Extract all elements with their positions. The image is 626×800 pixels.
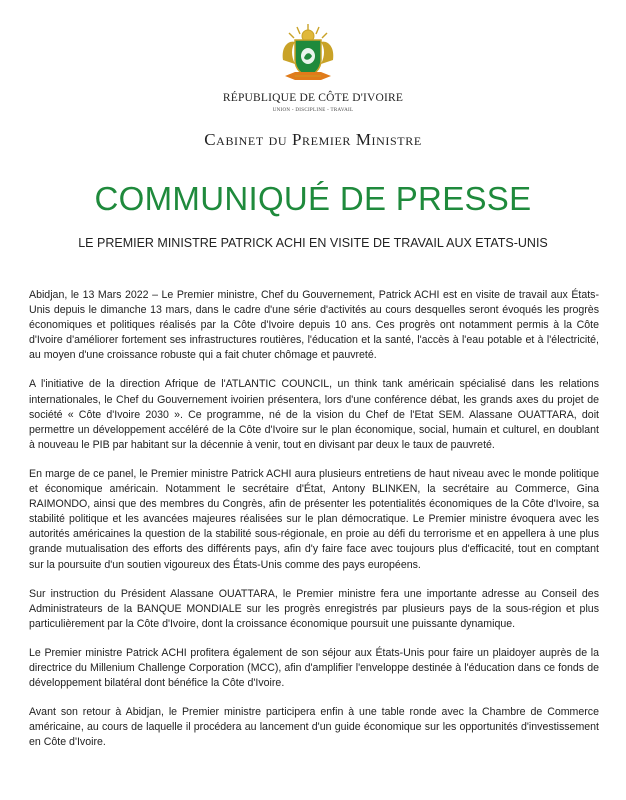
document-title: COMMUNIQUÉ DE PRESSE (94, 180, 532, 217)
paragraph: A l'initiative de la direction Afrique de l'ATLANTIC COUNCIL, un think tank américain spécialisé dans les relations internationales, le Chef du Gouvernement ivoirien présentera, lors d'une conférence débat, les grands axes du projet de société « Côte d'Ivoire 2030 ». Ce programme, né de la vision du Chef de l'Etat SEM. Alassane OUATTARA, doit permettre un développement accéléré de la Côte d'Ivoire sur le plan économique, social, humain et culturel, en doublant à nouveau le PIB par habitant sur la décennie à venir, tout en divisant par deux le taux de pauvreté. (29, 378, 599, 451)
document-subtitle: LE PREMIER MINISTRE PATRICK ACHI EN VISITE DE TRAVAIL AUX ETATS-UNIS (78, 236, 548, 250)
paragraph: Abidjan, le 13 Mars 2022 – Le Premier ministre, Chef du Gouvernement, Patrick ACHI est en visite de travail aux États-Unis depuis le dimanche 13 mars, dans le cadre d'une série d'activités au cours desquelles seront évoqués les progrès économiques et politiques réalisés par la Côte d'Ivoire depuis 10 ans. Ces progrès ont notamment permis à la Côte d'Ivoire d'améliorer fortement ses infrastructures routières, l'éducation et la santé, l'accès à l'eau potable et à l'électricité, au moyen d'une croissance robuste qui a fait chuter chômage et pauvreté. (29, 289, 599, 362)
cabinet-title: Cabinet du Premier Ministre (204, 130, 422, 149)
coat-of-arms-icon (273, 20, 343, 86)
paragraph: En marge de ce panel, le Premier ministre Patrick ACHI aura plusieurs entretiens de haut niveau avec le monde politique et économique américain. Notamment le secrétaire d'État, Antony BLINKEN, la secrétaire au Commerce, Gina RAIMONDO, ainsi que des membres du Congrès, afin de présenter les potentialités économiques de la Côte d'Ivoire, sa stabilité politique et les avancées majeures réalisées sur le plan démocratique. Le Premier ministre évoquera avec les autorités américaines la question de la stabilité sous-régionale, en proie au défi du terrorisme et en appellera à une plus grande mutualisation des efforts des différents pays, afin d'y faire face avec toujours plus d'efficacité, tout en comptant sur la poursuite d'un soutien vigoureux des États-Unis comme des pays européens. (29, 467, 599, 571)
national-motto: UNION - DISCIPLINE - TRAVAIL (272, 108, 354, 113)
paragraph: Le Premier ministre Patrick ACHI profitera également de son séjour aux États-Unis pour faire un plaidoyer auprès de la directrice du Millenium Challenge Corporation (MCC), afin d'amplifier l'enveloppe destinée à l'éducation dans ce fonds de développement bilatéral dont bénéfice la Côte d'Ivoire. (29, 646, 599, 690)
paragraph: Avant son retour à Abidjan, le Premier ministre participera enfin à une table ronde avec la Chambre de Commerce américaine, au cours de laquelle il procédera au lancement d'un guide économique sur les opportunités d'investissement en Côte d'Ivoire. (29, 706, 599, 749)
document-body (29, 288, 599, 764)
paragraph: Sur instruction du Président Alassane OUATTARA, le Premier ministre fera une importante adresse au Conseil des Administrateurs de la BANQUE MONDIALE sur les progrès enregistrés par plusieurs pays de la sous-région et plus particulièrement par la Côte d'Ivoire, dont la croissance économique poursuit une puissante dynamique. (29, 587, 599, 630)
republic-name: RÉPUBLIQUE DE CÔTE D'IVOIRE (222, 92, 404, 104)
